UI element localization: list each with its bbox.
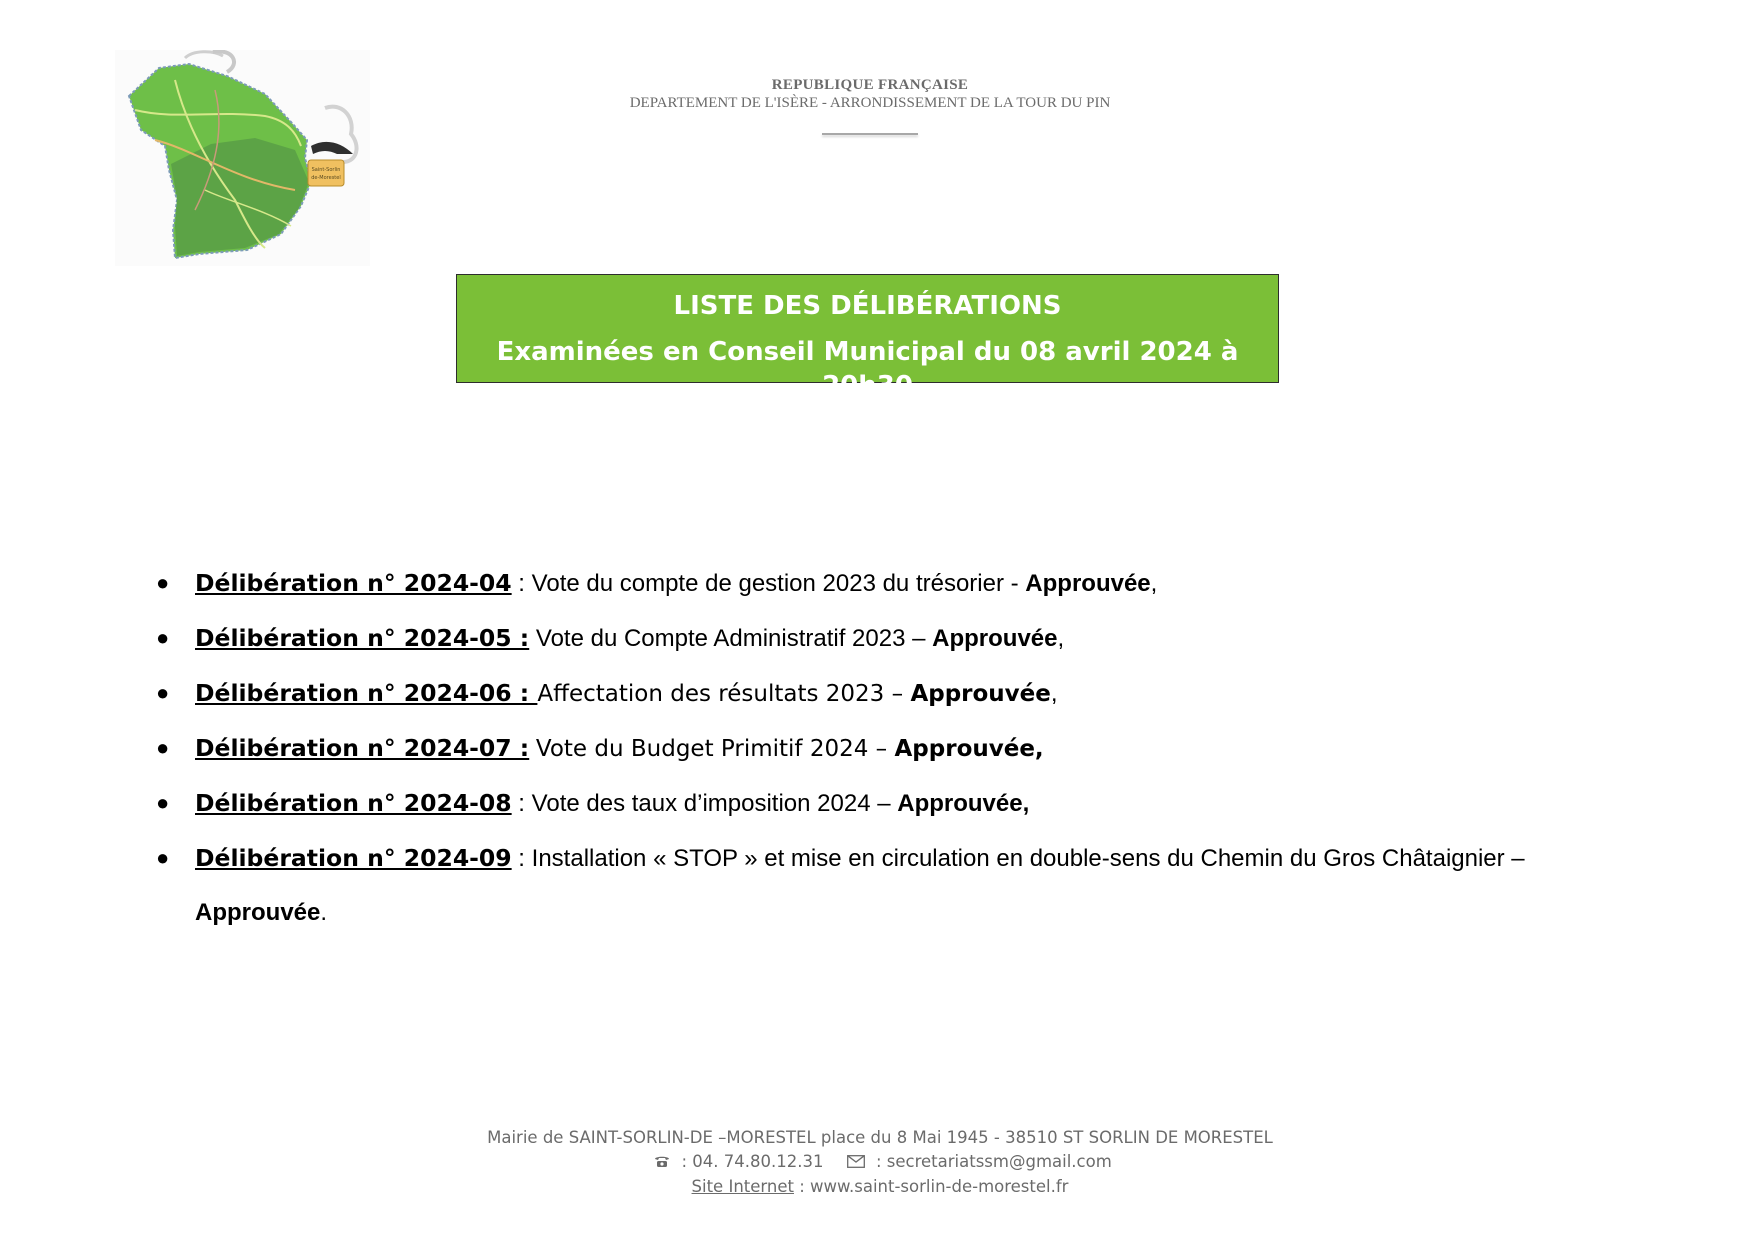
deliberation-ref: Délibération n° 2024-09 xyxy=(195,844,512,872)
deliberation-status: Approuvée xyxy=(932,625,1058,652)
document-footer xyxy=(440,1126,1320,1199)
list-item xyxy=(152,776,1572,831)
list-item xyxy=(152,666,1572,721)
deliberation-text: Vote du Budget Primitif 2024 – xyxy=(535,736,895,762)
deliberation-ref: Délibération n° 2024-08 xyxy=(195,789,512,817)
email-address[interactable]: secretariatssm@gmail.com xyxy=(886,1152,1112,1171)
document-title: LISTE DES DÉLIBÉRATIONS xyxy=(673,291,1062,321)
commune-logo xyxy=(115,50,370,266)
bullet-icon: ● xyxy=(156,570,170,595)
title-box xyxy=(456,274,1279,401)
bullet-icon: ● xyxy=(156,735,170,760)
deliberation-ref: Délibération n° 2024-05 : xyxy=(195,624,530,652)
republic-heading: REPUBLIQUE FRANÇAISE xyxy=(771,77,969,93)
separator: : xyxy=(511,790,532,817)
bullet-icon: ● xyxy=(156,680,170,705)
bullet-icon: ● xyxy=(156,845,170,870)
deliberation-text: Vote du compte de gestion 2023 du trésorier - xyxy=(531,570,1026,597)
separator: : xyxy=(511,845,532,872)
deliberation-text: Vote du Compte Administratif 2023 – xyxy=(535,625,933,652)
footer-address: Mairie de SAINT-SORLIN-DE –MORESTEL place du 8 Mai 1945 - 38510 ST SORLIN DE MORESTEL xyxy=(487,1128,1273,1147)
svg-text:Saint-Sorlin: Saint-Sorlin xyxy=(311,167,341,173)
svg-text:de-Morestel: de-Morestel xyxy=(311,175,341,181)
punctuation: . xyxy=(320,899,328,926)
deliberation-ref: Délibération n° 2024-06 : xyxy=(195,679,538,707)
document-header xyxy=(520,76,1220,135)
separator xyxy=(529,625,536,652)
deliberation-text: Affectation des résultats 2023 – xyxy=(537,681,911,707)
deliberation-status: Approuvée xyxy=(1025,570,1151,597)
separator: : xyxy=(511,570,532,597)
phone-icon xyxy=(654,1151,670,1175)
footer-website xyxy=(440,1175,1320,1199)
punctuation: , xyxy=(1150,570,1158,597)
deliberation-status: Approuvée, xyxy=(897,790,1030,817)
punctuation: , xyxy=(1050,680,1058,707)
deliberation-list xyxy=(152,556,1572,940)
footer-contact xyxy=(440,1150,1320,1175)
deliberation-text: Vote des taux d’imposition 2024 – xyxy=(531,790,898,817)
separator xyxy=(529,735,536,762)
list-item xyxy=(152,721,1572,776)
site-label: Site Internet xyxy=(691,1176,794,1196)
site-separator: : xyxy=(793,1176,811,1196)
website-link[interactable]: www.saint-sorlin-de-morestel.fr xyxy=(810,1176,1069,1196)
list-item xyxy=(152,831,1572,940)
punctuation: , xyxy=(1057,625,1065,652)
bullet-icon: ● xyxy=(156,790,170,815)
deliberation-ref: Délibération n° 2024-07 : xyxy=(195,734,530,762)
department-subheading: DEPARTEMENT DE L'ISÈRE - ARRONDISSEMENT DE LA TOUR DU PIN xyxy=(629,95,1111,111)
envelope-icon xyxy=(847,1151,865,1175)
phone-number: 04. 74.80.12.31 xyxy=(692,1152,824,1171)
deliberation-status: Approuvée xyxy=(195,899,321,926)
email-separator: : xyxy=(870,1152,887,1171)
bullet-icon: ● xyxy=(156,625,170,650)
deliberation-text: Installation « STOP » et mise en circulation en double-sens du Chemin du Gros Châtaignier – xyxy=(531,845,1525,872)
list-item xyxy=(152,611,1572,666)
header-divider xyxy=(822,133,918,135)
deliberation-status: Approuvée xyxy=(910,681,1051,707)
list-item xyxy=(152,556,1572,611)
deliberation-status: Approuvée, xyxy=(894,736,1044,762)
deliberation-ref: Délibération n° 2024-04 xyxy=(195,569,512,597)
document-subtitle: Examinées en Conseil Municipal du 08 avril 2024 à 20h30 xyxy=(496,337,1239,401)
phone-separator: : xyxy=(676,1152,693,1171)
